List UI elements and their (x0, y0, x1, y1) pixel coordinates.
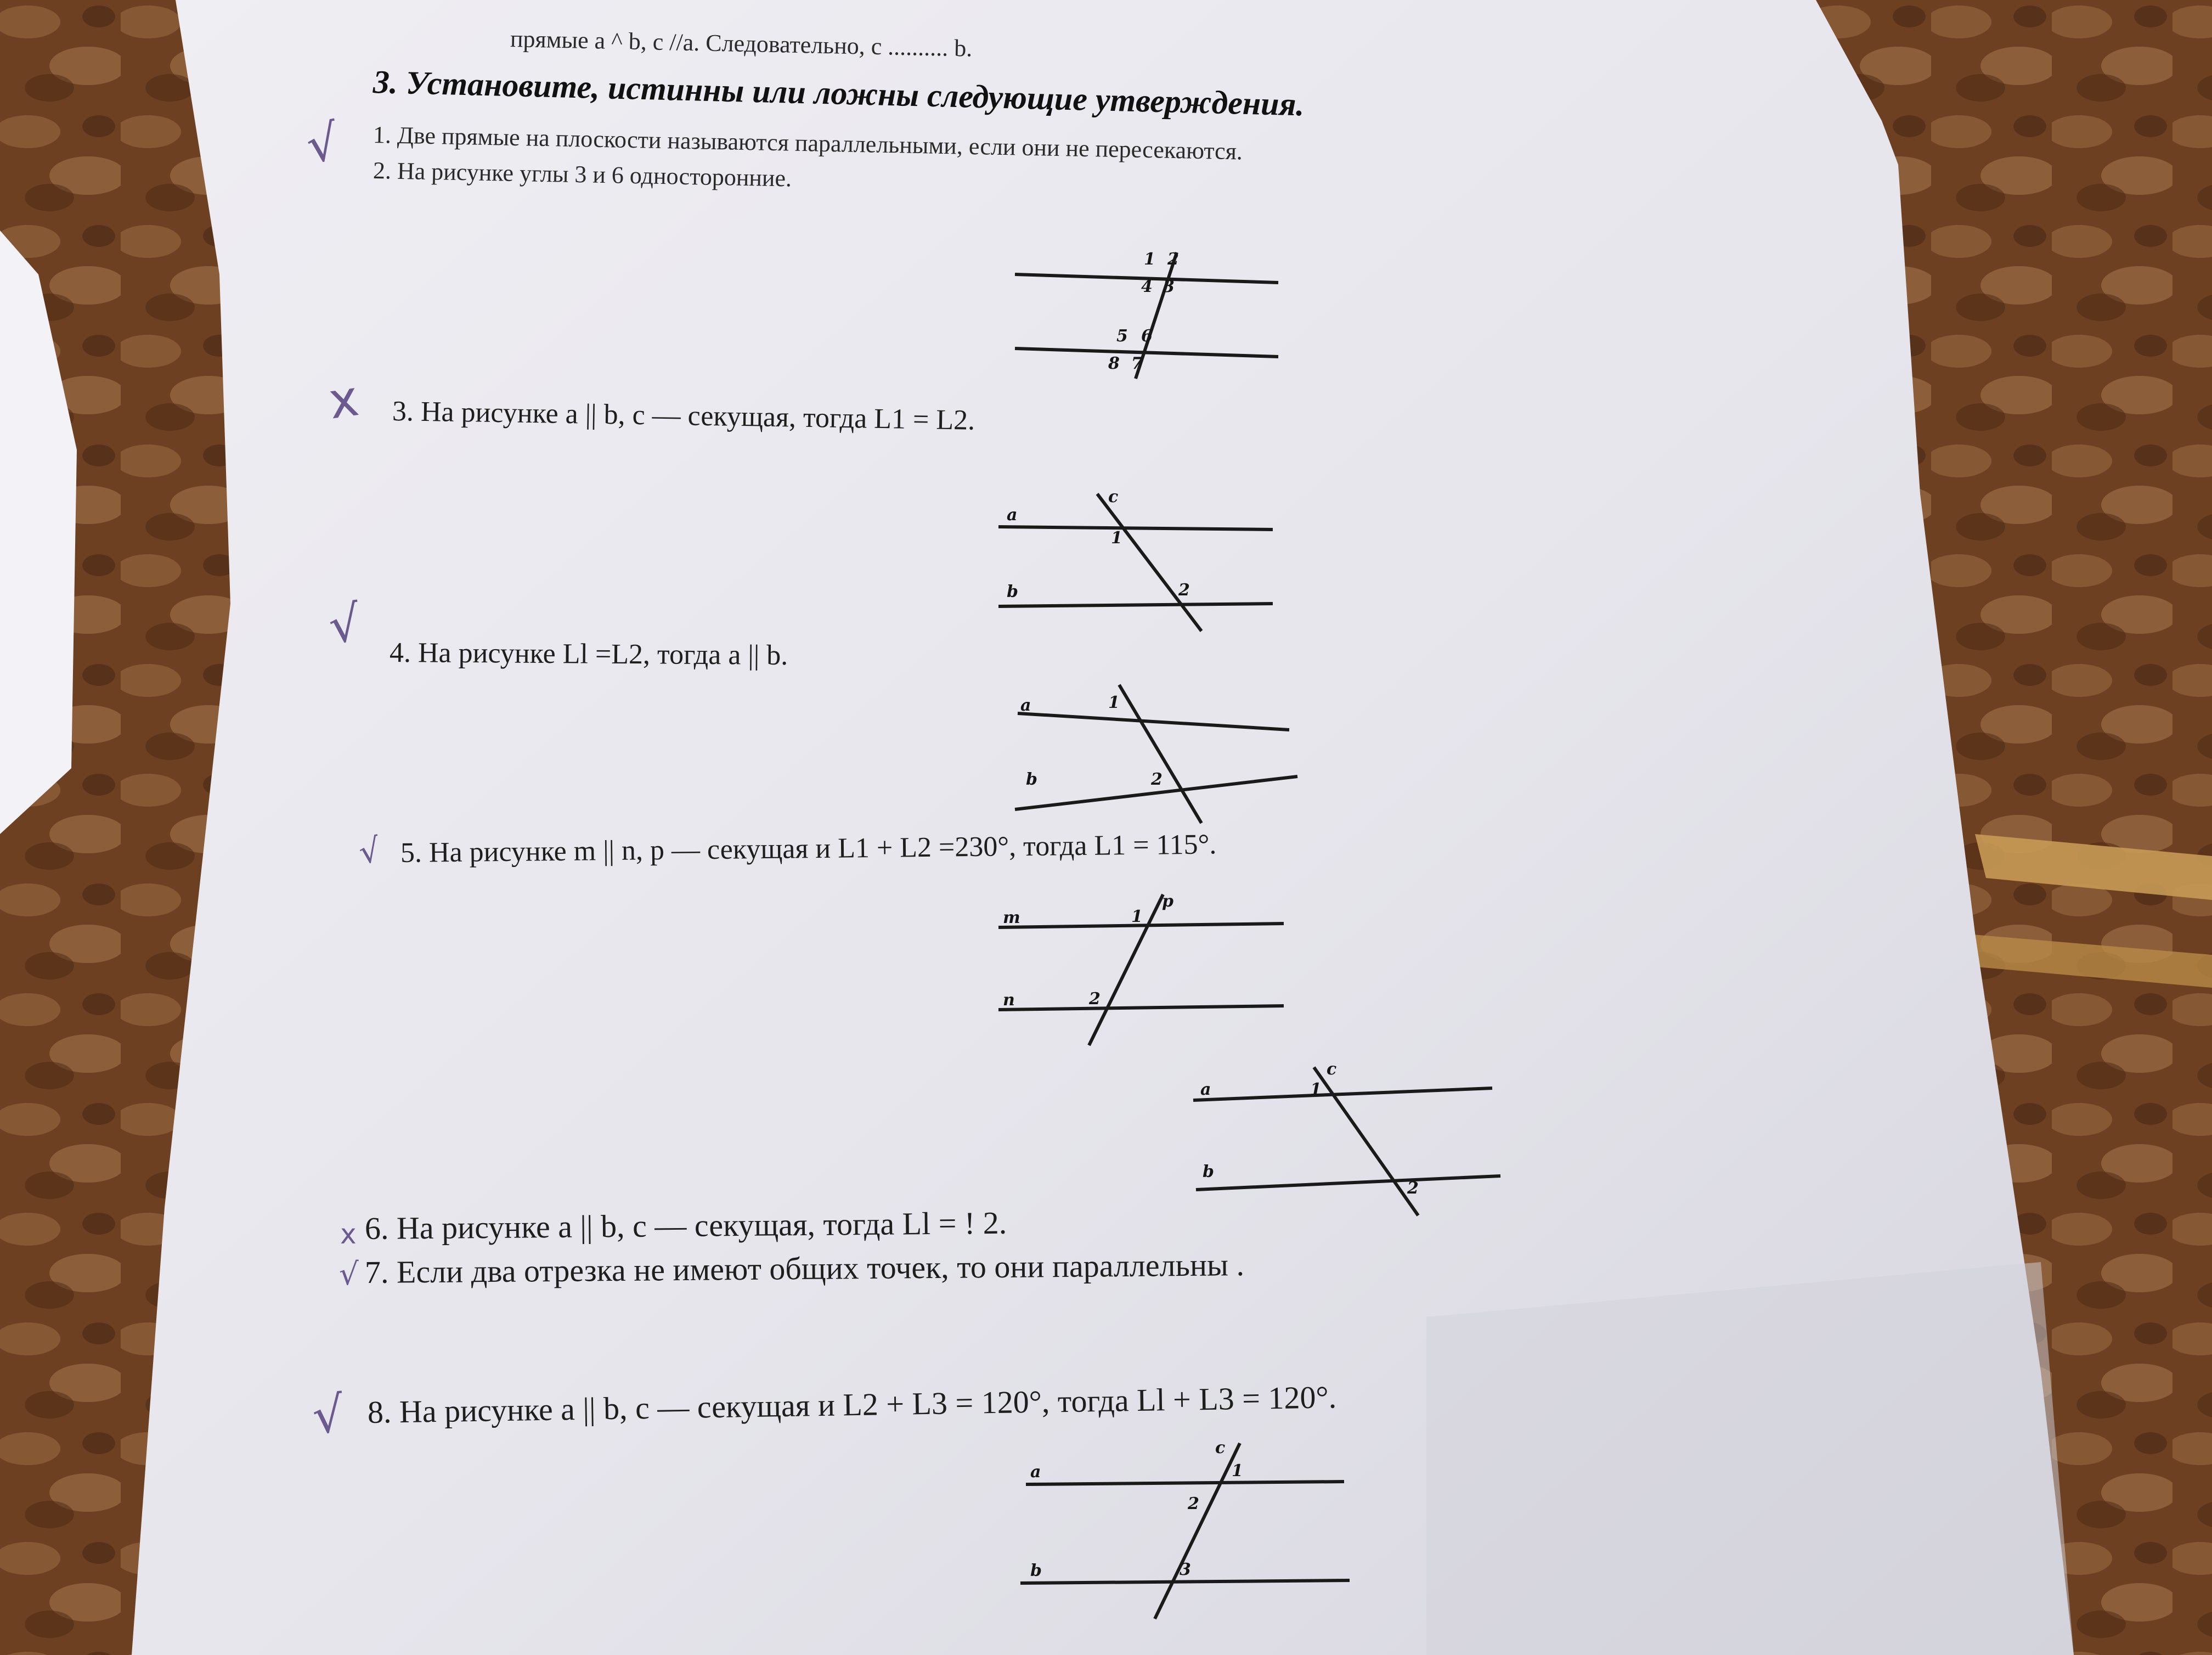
pencil-mark-5: √ (356, 830, 383, 872)
fig8-label-2: 2 (1188, 1494, 1199, 1513)
fig6-label-c: c (1327, 1060, 1337, 1079)
fig6-label-1: 1 (1310, 1080, 1322, 1099)
top-line: прямые a ^ b, c //a. Следовательно, c .......... b. (510, 25, 973, 62)
pencil-mark-6: x (340, 1218, 357, 1250)
fig3-label-b: b (1007, 582, 1018, 601)
fig4-label-a: a (1020, 696, 1031, 715)
pencil-mark-1: √ (302, 112, 343, 176)
statement-2: 2. На рисунке углы 3 и 6 односторонние. (373, 157, 792, 192)
statement-4: 4. На рисунке Ll =L2, тогда a || b. (389, 637, 788, 672)
fig2-label-4: 4 (1141, 277, 1153, 296)
fig8-label-1: 1 (1232, 1461, 1243, 1481)
statement-3: 3. На рисунке a || b, c — секущая, тогда L1 = L2. (392, 396, 975, 436)
statement-6: 6. На рисунке a || b, c — секущая, тогда Ll = ! 2. (364, 1204, 1007, 1246)
pencil-mark-3: x (325, 369, 363, 431)
fig6-label-2: 2 (1407, 1179, 1419, 1198)
fig4-label-1: 1 (1108, 693, 1120, 712)
statement-1: 1. Две прямые на плоскости называются параллельными, если они не пересекаются. (373, 121, 1243, 165)
fig2-label-5: 5 (1116, 327, 1128, 346)
fig3-label-2: 2 (1178, 581, 1190, 600)
fig4-label-2: 2 (1151, 770, 1163, 789)
pencil-mark-8: √ (309, 1385, 347, 1446)
fig2-label-7: 7 (1131, 354, 1143, 373)
fig8-label-a: a (1030, 1462, 1041, 1482)
fig4-label-b: b (1026, 770, 1037, 789)
fig2-label-6: 6 (1141, 327, 1153, 346)
statement-7: 7. Если два отрезка не имеют общих точек, то они параллельны . (364, 1247, 1245, 1290)
fig8-label-c: c (1215, 1438, 1226, 1457)
fig2-label-1: 1 (1144, 250, 1155, 269)
fig2-label-8: 8 (1108, 354, 1120, 373)
fig5-label-2: 2 (1089, 989, 1101, 1009)
fig5-label-n: n (1003, 990, 1015, 1010)
pencil-mark-7: √ (339, 1257, 359, 1292)
fig5-label-1: 1 (1131, 907, 1143, 926)
fig3-label-c: c (1108, 487, 1119, 506)
fig3-label-a: a (1007, 505, 1018, 525)
fig8-label-b: b (1030, 1561, 1042, 1580)
section-heading: 3. Установите, истинны или ложны следующие утверждения. (373, 64, 1305, 123)
paper-fold-shadow (1426, 1262, 2074, 1655)
fig5-label-p: p (1162, 892, 1173, 911)
fig5-label-m: m (1003, 908, 1020, 927)
fig2-label-2: 2 (1167, 250, 1179, 269)
fig8-label-3: 3 (1180, 1560, 1191, 1579)
statement-5: 5. На рисунке m || n, p — секущая и L1 + L2 =230°, тогда L1 = 115°. (400, 829, 1217, 869)
pencil-mark-4: √ (325, 594, 365, 656)
fig2-label-3: 3 (1163, 277, 1175, 296)
fig6-label-b: b (1203, 1162, 1214, 1181)
fig6-label-a: a (1200, 1080, 1211, 1099)
statement-8: 8. На рисунке a || b, c — секущая и L2 + L3 = 120°, тогда Ll + L3 = 120°. (367, 1379, 1337, 1430)
fig3-label-1: 1 (1111, 528, 1122, 548)
